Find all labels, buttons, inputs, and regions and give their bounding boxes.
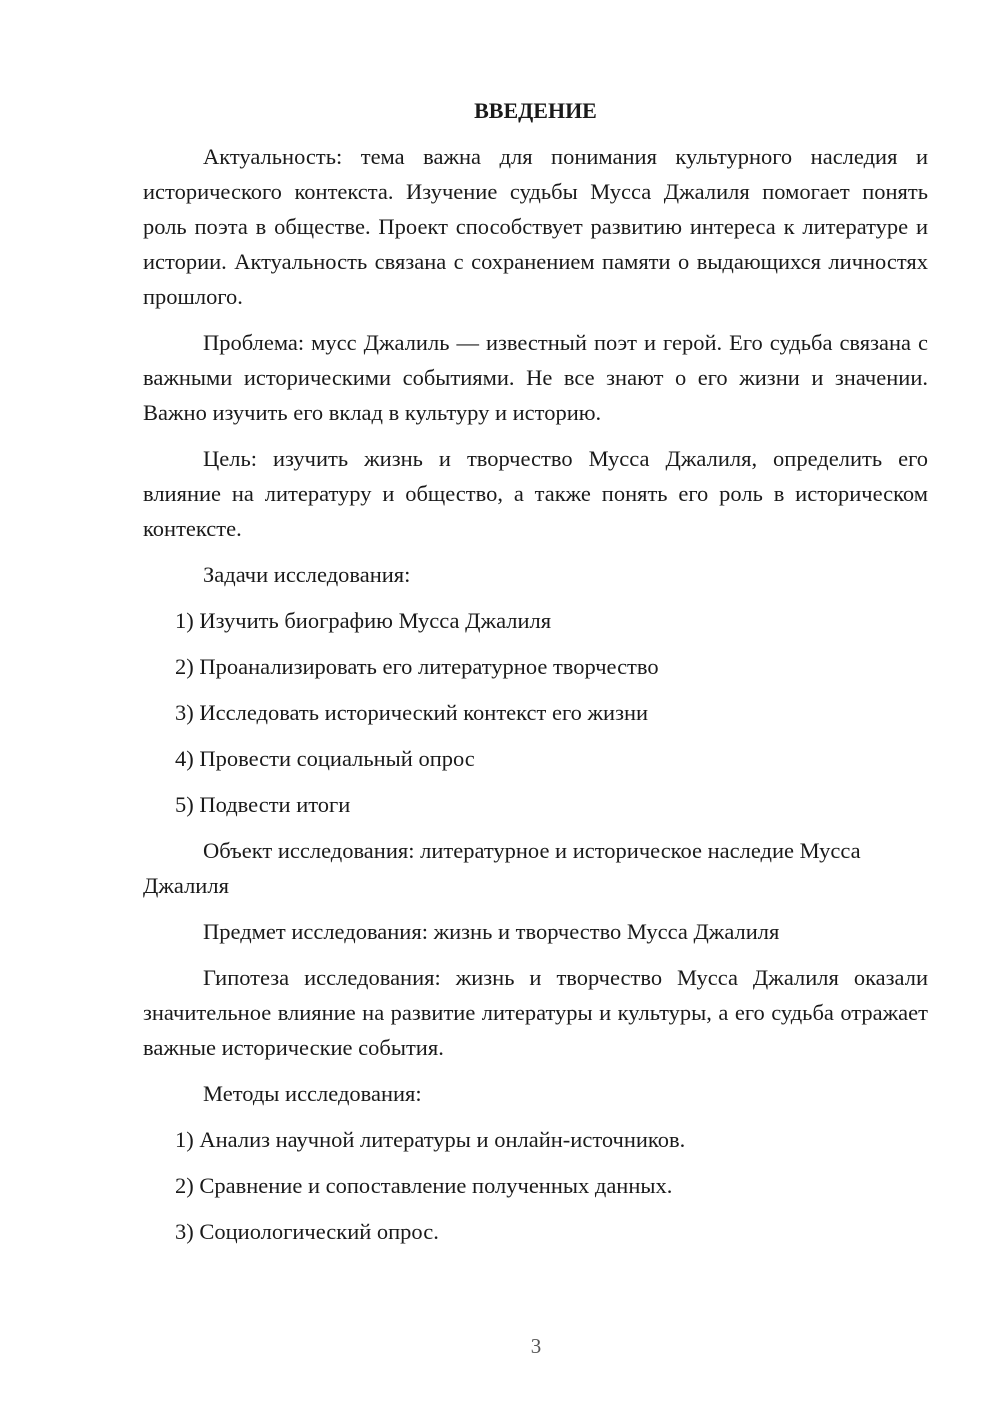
page-content bbox=[143, 94, 928, 1260]
relevance-paragraph: Актуальность: тема важна для понимания культурного наследия и исторического контекста. Изучение судьбы Мусса Джалиля помогает понять роль поэта в обществе. Проект способствует развитию интереса к литературе и истории. Актуальность связана с сохранением памяти о выдающихся личностях прошлого. bbox=[143, 144, 928, 309]
task-item: 4) Провести социальный опрос bbox=[175, 746, 475, 771]
section-heading: ВВЕДЕНИЕ bbox=[474, 98, 597, 123]
task-item: 5) Подвести итоги bbox=[175, 792, 351, 817]
task-item: 2) Проанализировать его литературное творчество bbox=[175, 654, 659, 679]
method-item: 1) Анализ научной литературы и онлайн-источников. bbox=[175, 1127, 686, 1152]
problem-paragraph: Проблема: мусс Джалиль — известный поэт и герой. Его судьба связана с важными историческими событиями. Не все знают о его жизни и значении. Важно изучить его вклад в культуру и историю. bbox=[143, 330, 928, 425]
page-number: 3 bbox=[530, 1334, 542, 1358]
subject-paragraph: Предмет исследования: жизнь и творчество Мусса Джалиля bbox=[203, 919, 780, 944]
tasks-title: Задачи исследования: bbox=[203, 562, 411, 587]
goal-paragraph: Цель: изучить жизнь и творчество Мусса Джалиля, определить его влияние на литературу и общество, а также понять его роль в историческом контексте. bbox=[143, 446, 928, 541]
object-paragraph: Объект исследования: литературное и историческое наследие Мусса Джалиля bbox=[143, 838, 861, 898]
task-item: 1) Изучить биографию Мусса Джалиля bbox=[175, 608, 552, 633]
methods-title: Методы исследования: bbox=[203, 1081, 422, 1106]
method-item: 2) Сравнение и сопоставление полученных данных. bbox=[175, 1173, 673, 1198]
hypothesis-paragraph: Гипотеза исследования: жизнь и творчество Мусса Джалиля оказали значительное влияние на развитие литературы и культуры, а его судьба отражает важные исторические события. bbox=[143, 965, 928, 1060]
task-item: 3) Исследовать исторический контекст его жизни bbox=[175, 700, 649, 725]
method-item: 3) Социологический опрос. bbox=[175, 1219, 439, 1244]
